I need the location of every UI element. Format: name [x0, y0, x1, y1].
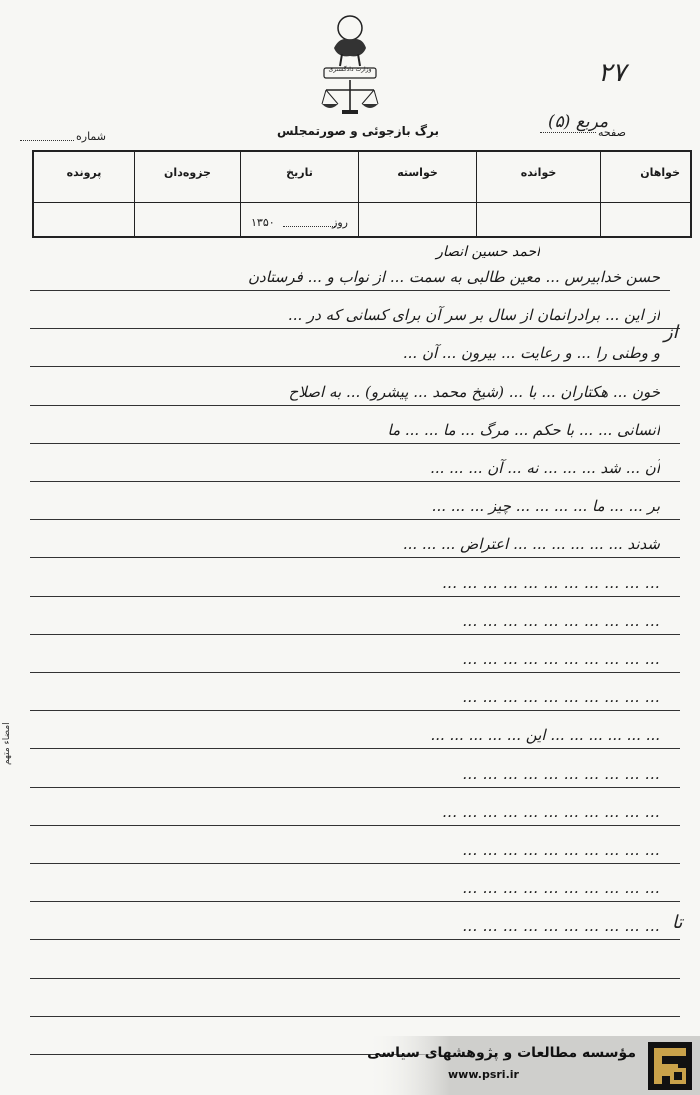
handwritten-line: ... ... ... ... ... ... ... ... ... ... ...: [442, 574, 660, 592]
case-header-table: [32, 150, 692, 238]
handwritten-line: ... ... ... ... ... ... ... ... ... ...: [462, 765, 660, 783]
emblem-caption: وزارت دادگستری: [328, 66, 372, 73]
handwritten-line: ... ... ... ... ... ... ... ... ... ...: [462, 688, 660, 706]
handwritten-line: ... ... ... ... ... ... ... ... ... ...: [462, 917, 660, 935]
handwritten-line: ... ... ... ... ... ... ... ... ... ...: [462, 612, 660, 630]
handwritten-line: انسانی ... ... با حکم ... مرگ ... ما ... ... ما: [387, 421, 660, 439]
ruled-line: [30, 290, 670, 291]
ruled-line: [30, 939, 680, 940]
psri-logo-icon: [648, 1042, 692, 1090]
handwritten-line: از این ... برادرانمان از سال بر سر آن برای کسانی که در ...: [287, 306, 660, 324]
watermark-name: مؤسسه مطالعات و پژوهشهای سیاسی: [367, 1045, 636, 1061]
ruled-line: [30, 596, 680, 597]
ruled-line: [30, 443, 680, 444]
col-plaintiff: خواهان: [600, 152, 692, 238]
ruled-line: [30, 634, 680, 635]
col-defendant: خوانده: [476, 152, 600, 238]
margin-mark-left: از: [664, 322, 678, 343]
handwritten-line: ... ... ... ... ... ... ... ... ... ...: [462, 650, 660, 668]
ruled-line: [30, 901, 680, 902]
ruled-line: [30, 748, 680, 749]
ruled-line: [30, 519, 680, 520]
date-year: ۱۳۵۰: [251, 216, 275, 229]
ruled-line: [30, 672, 680, 673]
margin-signature-note: امضاء متهم: [2, 722, 12, 765]
col-file: پرونده: [66, 166, 102, 179]
date-day-label: روز: [332, 216, 348, 229]
ruled-line: [30, 481, 680, 482]
page-number: ٢٧: [598, 58, 626, 88]
ruled-line: [30, 1016, 680, 1017]
handwritten-line: حسن خدابیرس ... معین طالبی به سمت ... از نواب و ... فرستادن: [248, 268, 660, 286]
form-title: برگ بازجوئی و صورتمجلس: [276, 124, 440, 138]
handwritten-line: ... ... ... ... ... ... ... ... ... ...: [462, 841, 660, 859]
ruled-line: [30, 863, 680, 864]
handwritten-insert: احمد حسین انصار: [436, 244, 540, 260]
handwritten-line: ... ... ... ... ... ... ... ... ... ...: [462, 879, 660, 897]
col-date: تاریخ روز ۱۳۵۰: [240, 152, 358, 238]
justice-emblem-icon: [312, 8, 388, 118]
handwritten-line: بر ... ... ما ... ... ... ... چیز ... ... ...: [431, 497, 660, 515]
handwritten-line: ... ... ... ... ... ... ... ... ... ... ...: [442, 803, 660, 821]
handwritten-line: شدند ... ... ... ... ... ... اعتراض ... ... ...: [402, 535, 660, 553]
number-blank: [20, 140, 74, 141]
col-folder: جزوه‌دان: [134, 152, 240, 238]
handwritten-line: و وطنی را ... و رعایت ... بیرون ... آن ...: [402, 344, 660, 362]
ruled-line: [30, 557, 680, 558]
watermark-url: www.psri.ir: [448, 1068, 519, 1081]
ruled-line: [30, 366, 680, 367]
margin-mark-right: تا: [672, 912, 683, 933]
handwritten-line: آن ... شد ... ... ... نه ... آن ... ... ...: [430, 459, 660, 477]
handwritten-line: خون ... هکتاران ... با ... (شیخ محمد ... پیشرو) ... به اصلاح: [288, 383, 660, 401]
ruled-line: [30, 825, 680, 826]
ruled-line: [30, 710, 680, 711]
ruled-line: [30, 328, 680, 329]
number-label: شماره: [76, 130, 107, 143]
sheet-label: صفحه: [598, 126, 626, 139]
ruled-line: [30, 405, 680, 406]
ruled-line: [30, 978, 680, 979]
sheet-value: مربع (۵): [548, 112, 609, 132]
col-claim: خواسته: [358, 152, 476, 238]
handwritten-line: ... ... ... ... ... ... این ... ... ... ... ...: [430, 726, 660, 744]
ruled-line: [30, 787, 680, 788]
